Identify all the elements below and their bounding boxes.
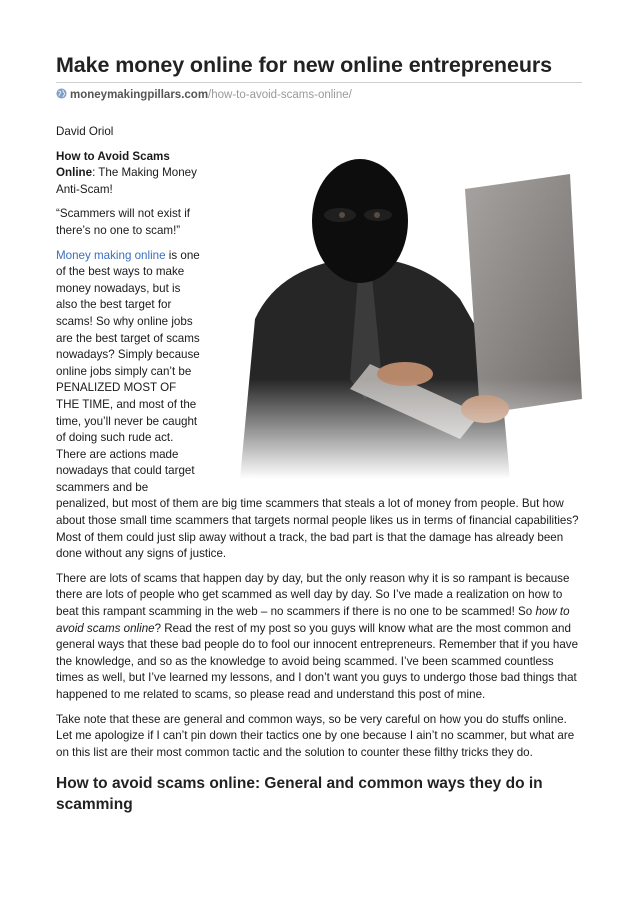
source-url[interactable] <box>56 88 352 101</box>
paragraph-2-b: ? Read the rest of my post so you guys will know what are the most common and general ways that these bad people do to fool our innocent entrepreneurs. Remember that if you have the knowledge, and so as the knowledge to avoid being scammed. I’ve been scammed countless times as well, but I’ve learned my lessons, and I don’t want you guys to undergo those bad things that happened to me related to scams, so please read and understand this post of mine. <box>56 621 579 701</box>
author: David Oriol <box>56 125 114 138</box>
source-domain[interactable]: moneymakingpillars.com <box>70 89 209 101</box>
intro-bold: How to Avoid Scams Online <box>56 149 170 180</box>
paragraph-1-text: is one of the best ways to make money nowadays, but is also the best target for scams! So why online jobs are the best target of scams nowadays? Simply because online jobs simply can’t be PENALIZED MOST OF THE TIME, and most of the time, you’ll never be caught of doing such rude act. There are actions made nowadays that could target scammers and be penalized, but most of them are big time scammers that steals a lot of money from people. But how about those small time scammers that targets normal people likes us in terms of financial capabilities? Most of them could just slip away without a track, the bad part is that the damage has already been done without any signs of justice. <box>56 248 579 561</box>
paragraph-2-a: There are lots of scams that happen day by day, but the only reason why it is so rampant is because there are lots of people who get scammed as well day by day. So I’ve made a realization on how to beat this rampant scamming in the web – no scammers if there is no one to be scammed! So <box>56 571 570 619</box>
intro-rest: : The Making Money Anti-Scam! <box>56 166 197 196</box>
paragraph-3: Take note that these are general and common ways, so be very careful on how you do stuffs online. Let me apologize if I can’t pin down their tactics one by one because I ain’t no scammer, but what are on this list are their most common tactic and the solution to counter these filthy tricks they do. <box>56 712 575 759</box>
paragraph-2 <box>56 571 582 704</box>
globe-icon <box>56 88 67 99</box>
page-title: Make money online for new online entrepreneurs <box>56 53 552 77</box>
quote: “Scammers will not exist if there’s no one to scam!” <box>56 207 190 237</box>
source-path[interactable]: /how-to-avoid-scams-online/ <box>208 89 352 101</box>
title-divider <box>56 82 582 83</box>
paragraph-2-italic: how to avoid scams online <box>56 605 570 635</box>
section-heading: How to avoid scams online: General and common ways they do in scamming <box>56 775 543 814</box>
hacker-image <box>210 149 582 479</box>
article-body <box>56 124 582 815</box>
money-making-online-link[interactable]: Money making online <box>56 248 166 262</box>
